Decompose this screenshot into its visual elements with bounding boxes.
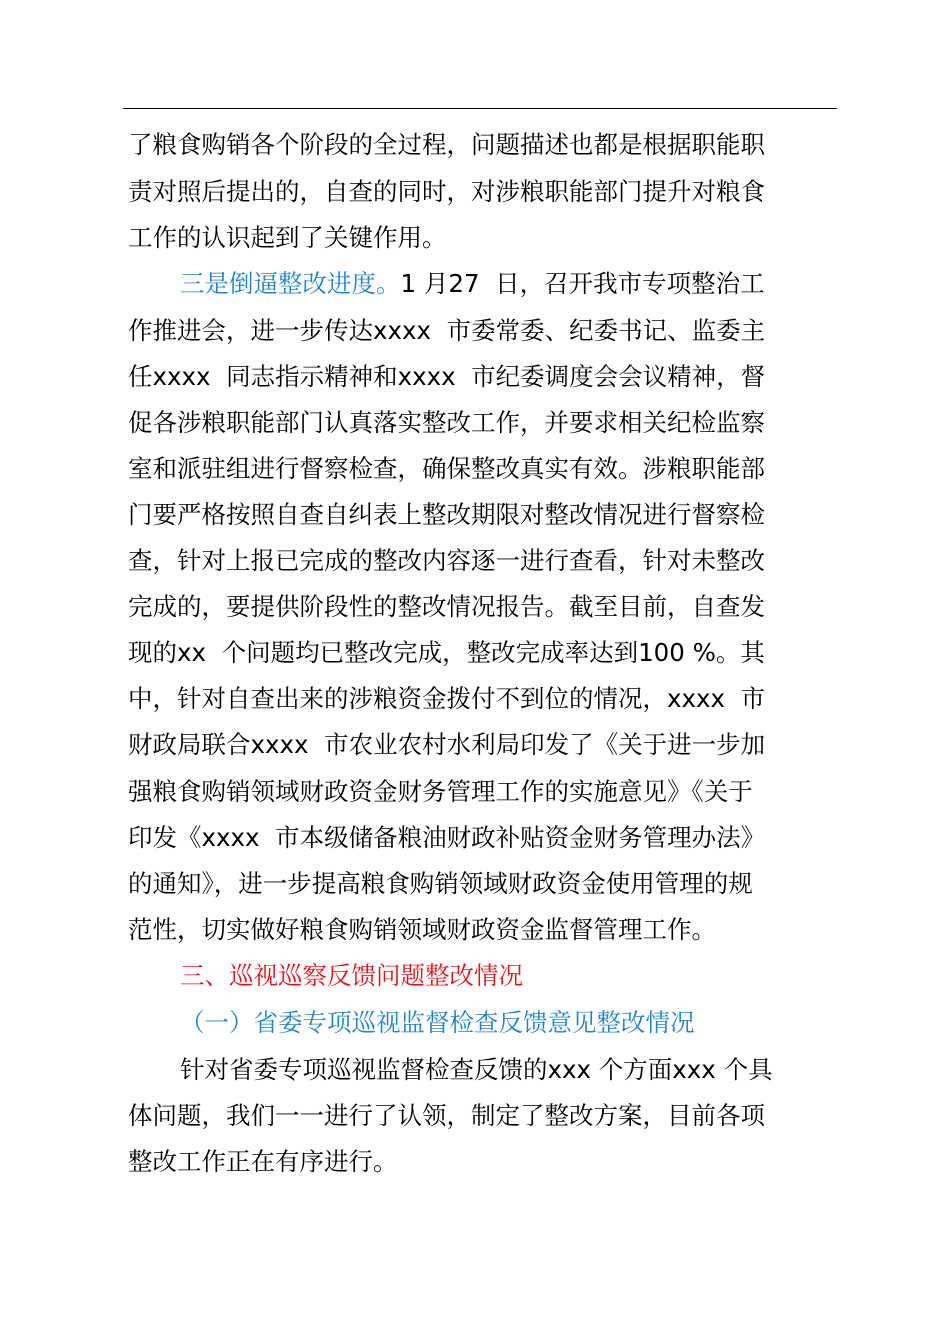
text-line: 室和派驻组进行督察检查，确保整改真实有效。涉粮职能部 <box>128 454 765 483</box>
text-line: 门要严格按照自查自纠表上整改期限对整改情况进行督察检 <box>128 500 765 529</box>
text-line: 体问题，我们一一进行了认领，制定了整改方案，目前各项 <box>128 1101 765 1130</box>
text-line: 财政局联合xxxx 市农业农村水利局印发了《关于进一步加 <box>128 730 766 759</box>
text-line: 工作的认识起到了关键作用。 <box>128 223 447 252</box>
text-line: 了粮食购销各个阶段的全过程，问题描述也都是根据职能职 <box>128 130 765 159</box>
paragraph-3-line-1 <box>180 264 765 304</box>
text-line: 任xxxx 同志指示精神和xxxx 市纪委调度会会议精神，督 <box>128 362 766 391</box>
section-heading: 三、巡视巡察反馈问题整改情况 <box>180 961 523 990</box>
text-line: 印发《xxxx 市本级储备粮油财政补贴资金财务管理办法》 <box>128 823 766 852</box>
text-line: 中，针对自查出来的涉粮资金拨付不到位的情况，xxxx 市 <box>128 684 766 713</box>
text-line: 完成的，要提供阶段性的整改情况报告。截至目前，自查发 <box>128 592 765 621</box>
subsection-heading: （一）省委专项巡视监督检查反馈意见整改情况 <box>180 1008 695 1037</box>
text-line: 促各涉粮职能部门认真落实整改工作，并要求相关纪检监察 <box>128 408 765 437</box>
text-line: 整改工作正在有序进行。 <box>128 1147 398 1176</box>
text-line: 现的xx 个问题均已整改完成，整改完成率达到100 %。其 <box>128 638 765 667</box>
text-line: 责对照后提出的，自查的同时，对涉粮职能部门提升对粮食 <box>128 177 765 206</box>
text-line: 查，针对上报已完成的整改内容逐一进行查看，针对未整改 <box>128 546 765 575</box>
text-line: 强粮食购销领域财政资金财务管理工作的实施意见》《关于 <box>128 777 753 806</box>
text-line: 作推进会，进一步传达xxxx 市委常委、纪委书记、监委主 <box>128 316 766 345</box>
header-rule <box>123 108 837 109</box>
section-lead-heading: 三是倒逼整改进度。 <box>180 269 401 298</box>
text-line: 范性，切实做好粮食购销领域财政资金监督管理工作。 <box>128 915 716 944</box>
text-line: 针对省委专项巡视监督检查反馈的xxx 个方面xxx 个具 <box>180 1055 773 1084</box>
text-line: 的通知》，进一步提高粮食购销领域财政资金使用管理的规 <box>128 869 753 898</box>
text-run: 1 月27 日，召开我市专项整治工 <box>400 269 765 298</box>
